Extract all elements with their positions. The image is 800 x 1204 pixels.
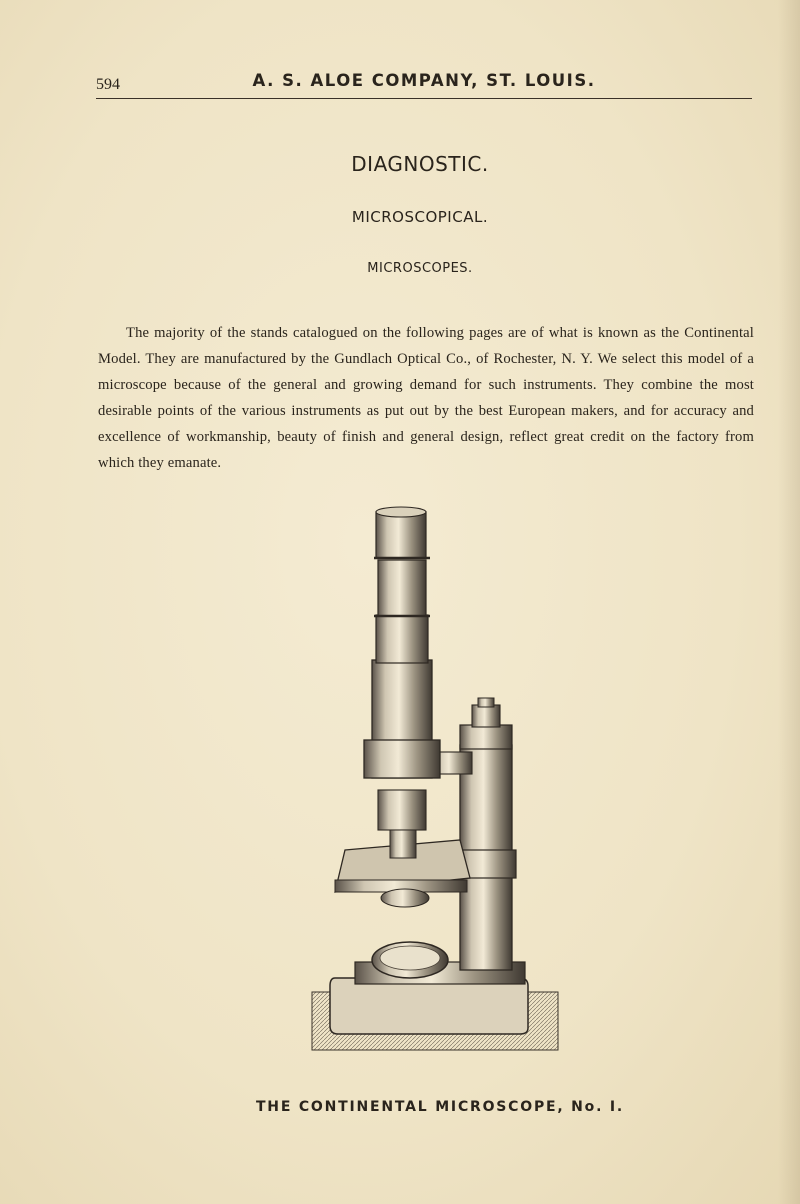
section-heading: DIAGNOSTIC. (351, 152, 489, 176)
figure-caption: THE CONTINENTAL MICROSCOPE, No. I. (255, 1099, 625, 1115)
body-paragraph: The majority of the stands catalogued on the following pages are of what is known as the Continental Model. They are manufactured by the Gundlach Optical Co., of Rochester, N. Y. We select this model of a microscope because of the general and growing demand for such instruments. They combine the most desirable points of the various instruments as put out by the best European makers, and for accuracy and excellence of workmanship, beauty of finish and general design, reflect great credit on the factory from which they emanate. (98, 325, 754, 471)
microscope-illustration (300, 500, 570, 1065)
page-number: 594 (96, 76, 120, 93)
header-title: A. S. ALOE COMPANY, ST. LOUIS. (252, 71, 596, 90)
section-subheading: MICROSCOPICAL. (351, 208, 489, 226)
section-title: MICROSCOPES. (367, 261, 473, 276)
running-header (96, 68, 752, 99)
